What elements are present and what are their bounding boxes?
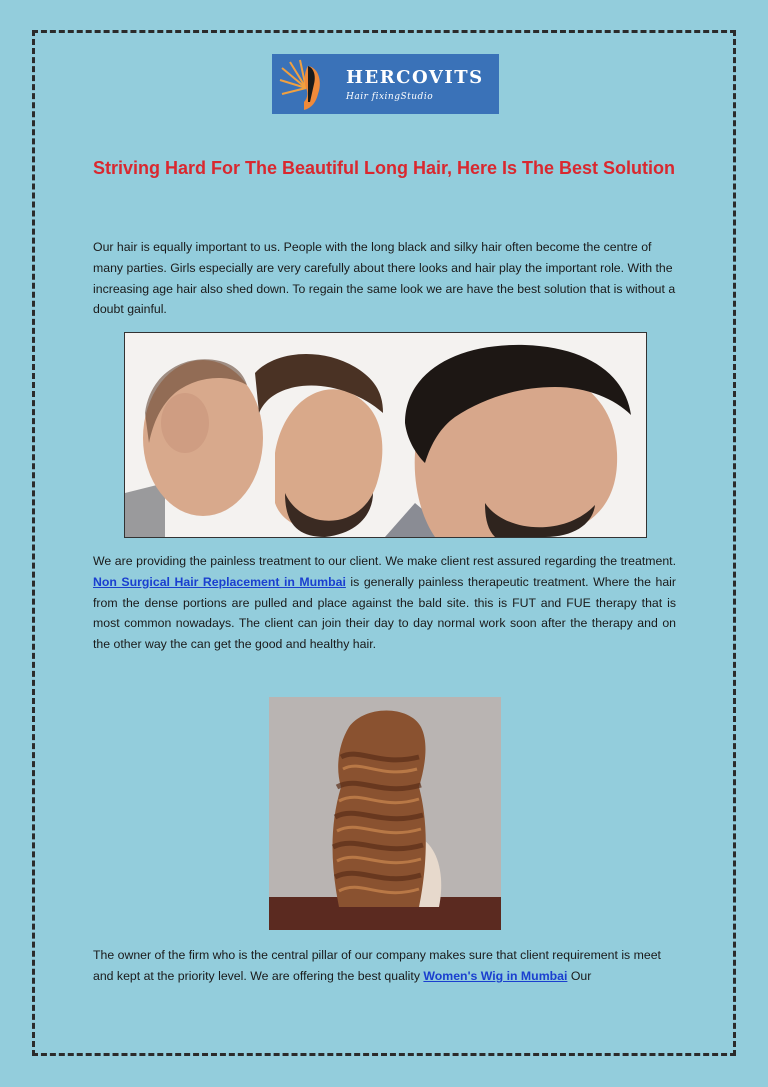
treatment-paragraph (93, 551, 676, 655)
sunburst-face-icon (278, 58, 324, 110)
owner-text-after: Our (567, 968, 592, 983)
owner-paragraph (93, 945, 676, 987)
treatment-text-after: is generally painless therapeutic treatment. Where the hair from the dense portions are pulled and place against the bald site. this is FUT and FUE therapy that is most common nowadays. The client can join their day to day normal work soon after the therapy and on the other way the can get the good and healthy hair. (93, 574, 676, 652)
owner-text-before: The owner of the firm who is the central pillar of our company makes sure that client requirement is meet and kept at the priority level. We are offering the best quality (93, 948, 661, 983)
womens-wig-link[interactable]: Women's Wig in Mumbai (423, 968, 568, 983)
non-surgical-hair-replacement-link[interactable]: Non Surgical Hair Replacement in Mumbai (93, 574, 346, 589)
before-after-photo (124, 332, 647, 538)
hercovits-logo (272, 54, 499, 114)
logo-brand: HERCOVITS (346, 67, 484, 88)
intro-paragraph: Our hair is equally important to us. People with the long black and silky hair often become the centre of many parties. Girls especially are very carefully about there looks and hair play the important role. With the increasing age hair also shed down. To regain the same look we are have the best solution that is without a doubt gainful. (93, 240, 676, 317)
wig-photo (269, 697, 501, 930)
page-title: Striving Hard For The Beautiful Long Hair, Here Is The Best Solution (92, 158, 676, 178)
treatment-text-before: We are providing the painless treatment to our client. We make client rest assured regarding the treatment. (93, 554, 676, 568)
logo-tagline: Hair fixingStudio (346, 92, 434, 102)
